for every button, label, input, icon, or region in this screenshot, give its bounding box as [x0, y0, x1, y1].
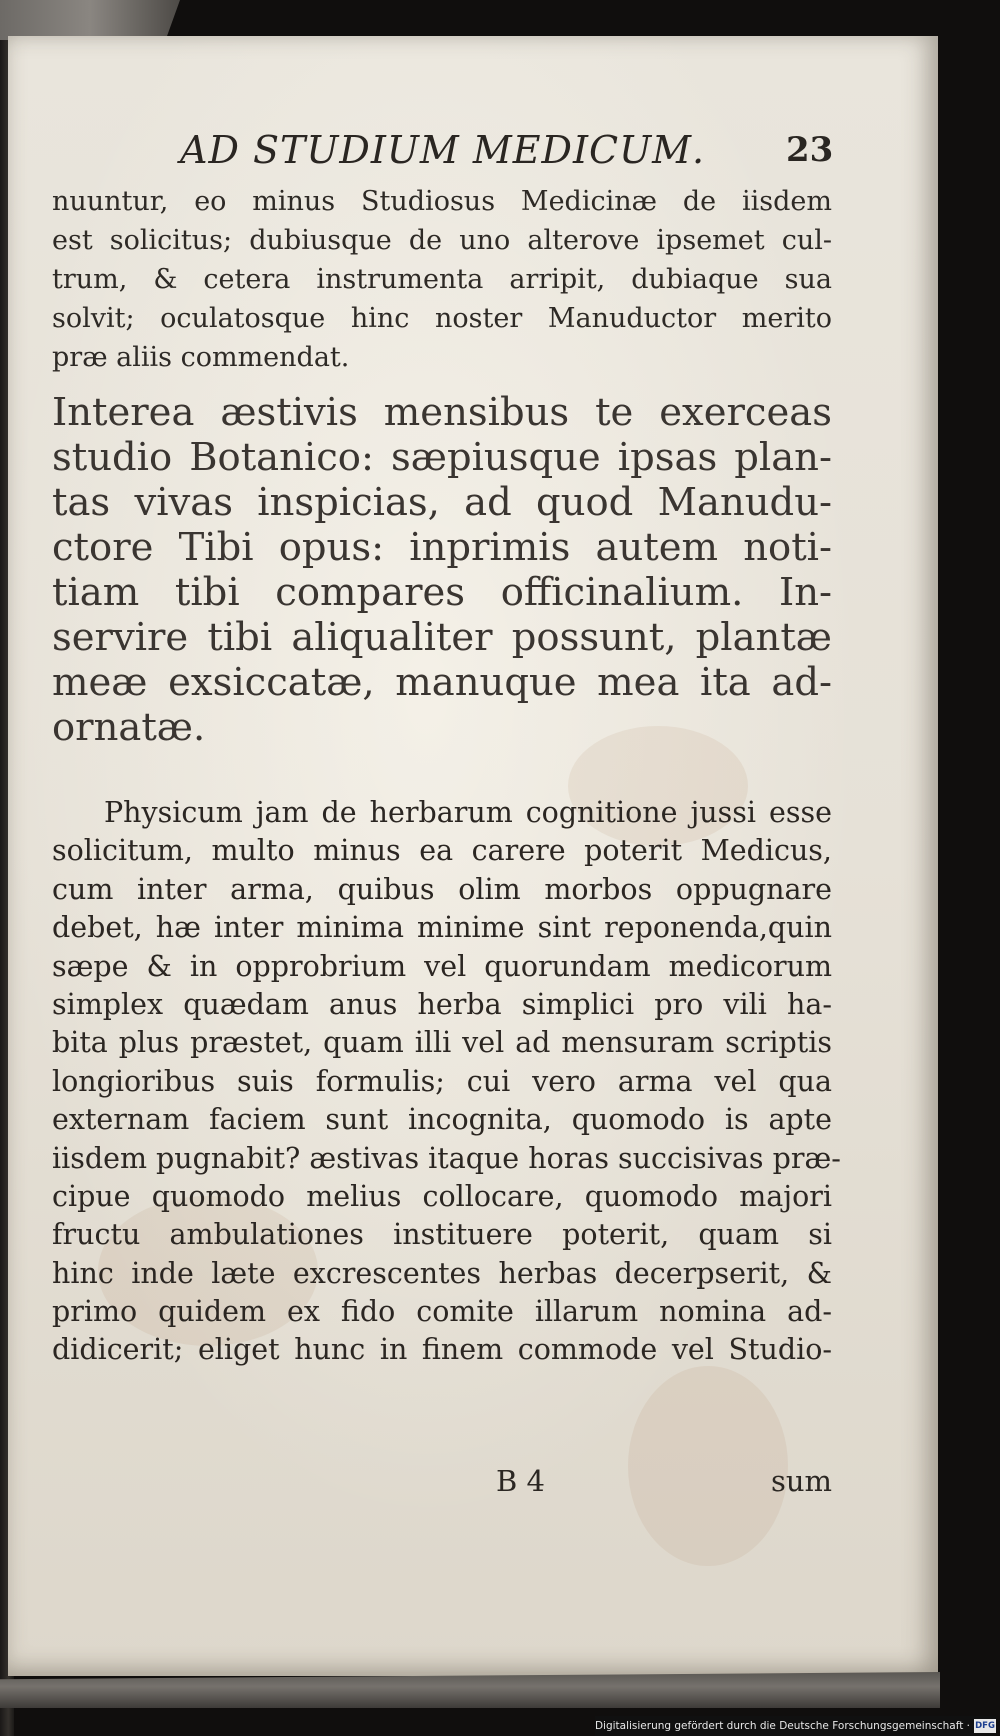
text-line: Physicum jam de herbarum cognitione jussi esse [104, 796, 832, 829]
text-line: didicerit; eliget hunc in finem commode vel Studio- [52, 1333, 832, 1367]
paragraph-large [52, 390, 832, 750]
page-number: 23 [786, 130, 834, 170]
text-line: ornatæ. [52, 705, 206, 750]
text-line: simplex quædam anus herba simplici pro vili ha- [52, 987, 832, 1021]
text-line: debet, hæ inter minima minime sint reponenda,quin [52, 911, 832, 945]
signature-mark: B 4 [496, 1464, 545, 1498]
text-line: studio Botanico: sæpiusque ipsas plan- [52, 435, 832, 480]
paragraph [52, 182, 832, 377]
text-line: sæpe & in opprobrium vel quorundam medicorum [52, 949, 832, 983]
text-line: meæ exsiccatæ, manuque mea ita ad- [52, 660, 832, 705]
text-line: solvit; oculatosque hinc noster Manuductor merito [52, 303, 832, 334]
text-line: longioribus suis formulis; cui vero arma vel qua [52, 1064, 832, 1098]
footer-credit: Digitalisierung gefördert durch die Deutsche Forschungsgemeinschaft · [594, 1720, 970, 1732]
dfg-logo: DFG [975, 1721, 995, 1731]
page-foot [52, 1464, 832, 1508]
text-line: primo quidem ex fido comite illarum nomina ad- [52, 1295, 832, 1329]
text-line: cum inter arma, quibus olim morbos oppugnare [52, 872, 832, 906]
text-line: est solicitus; dubiusque de uno alterove ipsemet cul- [52, 225, 832, 256]
text-line: bita plus præstet, quam illi vel ad mensuram scriptis [52, 1026, 832, 1060]
paragraph [52, 794, 841, 1370]
text-line: hinc inde læte excrescentes herbas decerpserit, & [52, 1256, 832, 1290]
text-line: externam faciem sunt incognita, quomodo is apte [52, 1103, 832, 1137]
catchword: sum [770, 1464, 832, 1498]
text-line: iisdem pugnabit? æstivas itaque horas succisivas præ- [52, 1141, 841, 1175]
text-line: Interea æstivis mensibus te exerceas [52, 390, 832, 435]
text-line: nuuntur, eo minus Studiosus Medicinæ de iisdem [52, 186, 832, 217]
text-line: tas vivas inspicias, ad quod Manudu- [52, 480, 832, 525]
text-line: præ aliis commendat. [52, 342, 350, 373]
text-line: solicitum, multo minus ea carere poterit Medicus, [52, 834, 832, 868]
text-line: cipue quomodo melius collocare, quomodo majori [52, 1179, 832, 1213]
running-head-title: AD STUDIUM MEDICUM. [180, 128, 706, 172]
text-line: servire tibi aliqualiter possunt, plantæ [52, 615, 832, 660]
text-line: trum, & cetera instrumenta arripit, dubiaque sua [52, 264, 832, 295]
book-page [8, 36, 938, 1676]
digitization-footer [595, 1716, 996, 1736]
text-line: fructu ambulationes instituere poterit, quam si [52, 1218, 832, 1252]
running-head [168, 122, 834, 182]
previous-leaf-edge [0, 0, 180, 40]
text-line: ctore Tibi opus: inprimis autem noti- [52, 525, 832, 570]
text-line: tiam tibi compares officinalium. In- [52, 570, 832, 615]
scan-bottom-edge [0, 1672, 940, 1708]
